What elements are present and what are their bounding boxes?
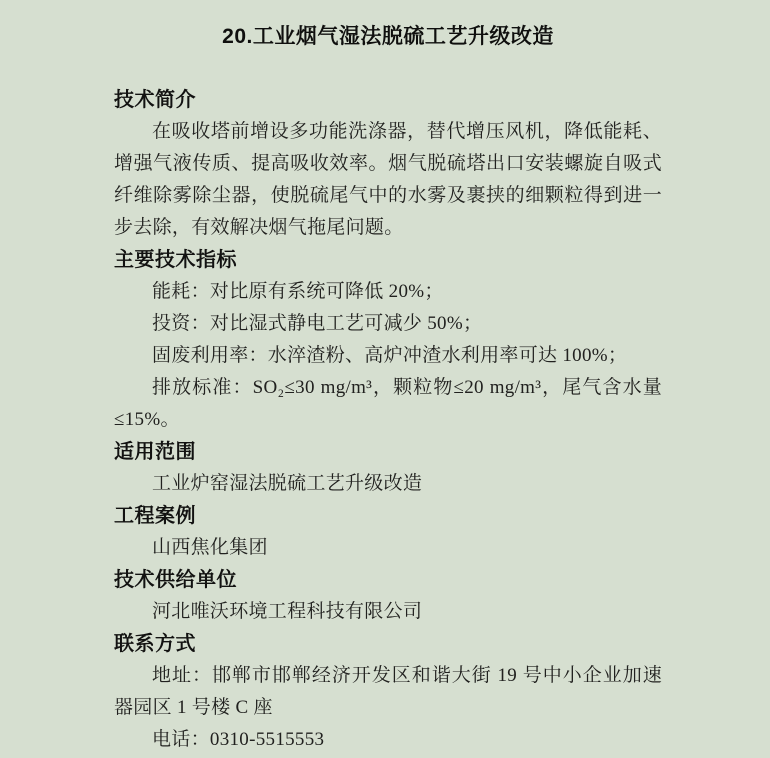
indicator-line-emission: 排放标准：SO₂≤30 mg/m³，颗粒物≤20 mg/m³，尾气含水量≤15%。	[114, 377, 662, 430]
section-indicators	[114, 244, 662, 436]
section-contact	[114, 628, 662, 756]
section-supplier	[114, 564, 662, 628]
section-tech-intro	[114, 84, 662, 244]
contact-phone: 电话：0310-5515553	[152, 729, 325, 750]
scope-paragraph: 工业炉窑湿法脱硫工艺升级改造	[152, 473, 423, 494]
section-cases	[114, 500, 662, 564]
section-heading-contact: 联系方式	[114, 633, 196, 655]
contact-address: 地址：邯郸市邯郸经济开发区和谐大街 19 号中小企业加速器园区 1 号楼 C 座	[114, 665, 662, 718]
document-title: 20.工业烟气湿法脱硫工艺升级改造	[222, 25, 554, 48]
indicator-line-investment: 投资：对比湿式静电工艺可减少 50%；	[152, 313, 483, 334]
section-heading-scope: 适用范围	[114, 441, 196, 463]
section-heading-supplier: 技术供给单位	[114, 569, 237, 591]
section-heading-tech-intro: 技术简介	[114, 89, 196, 111]
indicator-line-energy: 能耗：对比原有系统可降低 20%；	[152, 281, 444, 302]
case-paragraph: 山西焦化集团	[152, 537, 268, 558]
tech-intro-paragraph: 在吸收塔前增设多功能洗涤器，替代增压风机，降低能耗、增强气液传质、提高吸收效率。烟气脱硫塔出口安装螺旋自吸式纤维除雾除尘器，使脱硫尾气中的水雾及裹挟的细颗粒得到进一步去除，有效解决烟气拖尾问题。	[114, 121, 662, 238]
section-heading-indicators: 主要技术指标	[114, 249, 237, 271]
section-scope	[114, 436, 662, 500]
section-heading-cases: 工程案例	[114, 505, 196, 527]
indicator-line-solid-waste: 固废利用率：水淬渣粉、高炉冲渣水利用率可达 100%；	[152, 345, 628, 366]
supplier-paragraph: 河北唯沃环境工程科技有限公司	[152, 601, 423, 622]
